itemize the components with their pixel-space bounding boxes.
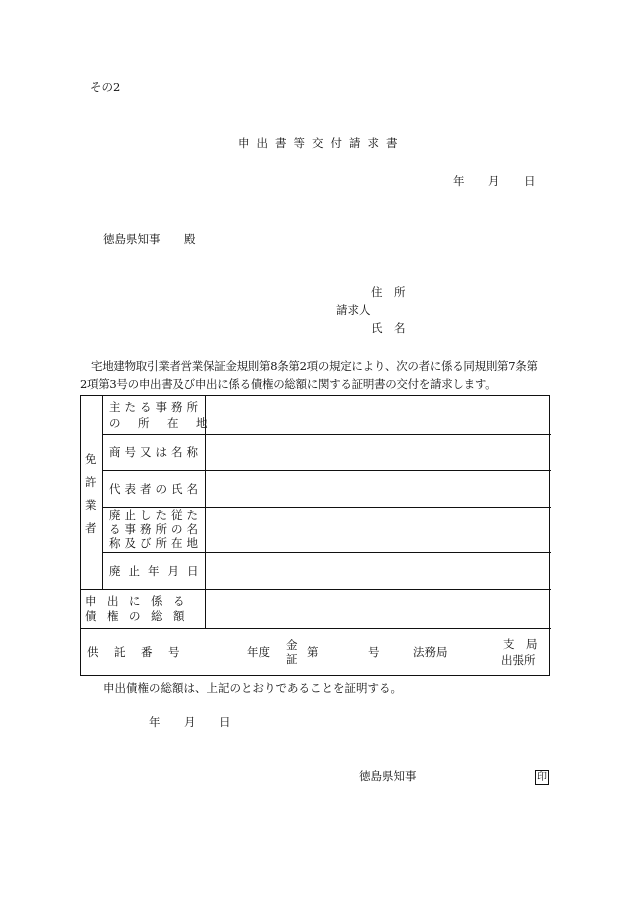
deposit-branch-office: 出張所 (501, 653, 536, 667)
licensee-group-char: 許 (85, 475, 97, 489)
row-label-closed-office: 廃止した従た (109, 508, 202, 522)
row-label-closed-office: る事務所の名 (109, 522, 202, 536)
deposit-legal-affairs-bureau: 法務局 (413, 645, 448, 659)
body-text-line-2: 2項第3号の申出書及び申出に係る債権の総額に関する証明書の交付を請求します。 (80, 377, 497, 391)
row-label-closure-date: 廃止年月日 (109, 564, 207, 578)
date-year: 年 (453, 174, 465, 188)
issuer-name: 徳島県知事 (359, 769, 417, 783)
licensee-group-char: 免 (85, 452, 97, 466)
deposit-branch-bureau: 支 局 (503, 637, 538, 651)
row-label-closed-office: 称及び所在地 (109, 536, 202, 550)
row-label-main-office: 主たる事務所 (109, 400, 202, 414)
cert-date-day: 日 (219, 715, 231, 729)
cert-date-month: 月 (184, 715, 196, 729)
licensee-group-char: 業 (85, 498, 97, 512)
addressee-honorific: 殿 (184, 232, 196, 246)
row-label-representative: 代表者の氏名 (109, 482, 202, 496)
cert-date-year: 年 (149, 715, 161, 729)
certification-text: 申出債権の総額は、上記のとおりであることを証明する。 (103, 681, 402, 695)
requester-label: 請求人 (336, 303, 371, 317)
row-label-trade-name: 商号又は名称 (109, 445, 202, 459)
deposit-nendo: 年度 (247, 645, 270, 659)
row-label-deposit-number: 供 託 番 号 (87, 645, 182, 659)
form-number: その2 (90, 80, 121, 94)
row-label-claim-total: 申 出 に 係 る (85, 594, 184, 608)
row-label-main-office: の 所 在 地 (109, 416, 211, 430)
seal-mark: 印 (537, 772, 547, 783)
addressee-name: 徳島県知事 (103, 232, 161, 246)
deposit-sho: 証 (286, 652, 298, 666)
body-text-line-1: 宅地建物取引業者営業保証金規則第8条第2項の規定により、次の者に係る同規則第7条第 (91, 359, 538, 373)
date-day: 日 (524, 174, 536, 188)
document-title: 申出書等交付請求書 (238, 136, 405, 150)
deposit-dai: 第 (307, 645, 319, 659)
deposit-kin: 金 (286, 638, 298, 652)
row-label-claim-total: 債 権 の 総 額 (85, 609, 184, 623)
deposit-go: 号 (368, 645, 380, 659)
address-label: 住 所 (371, 285, 406, 299)
request-table (80, 395, 550, 676)
name-label: 氏 名 (371, 321, 406, 335)
date-month: 月 (488, 174, 500, 188)
licensee-group-char: 者 (85, 521, 97, 535)
